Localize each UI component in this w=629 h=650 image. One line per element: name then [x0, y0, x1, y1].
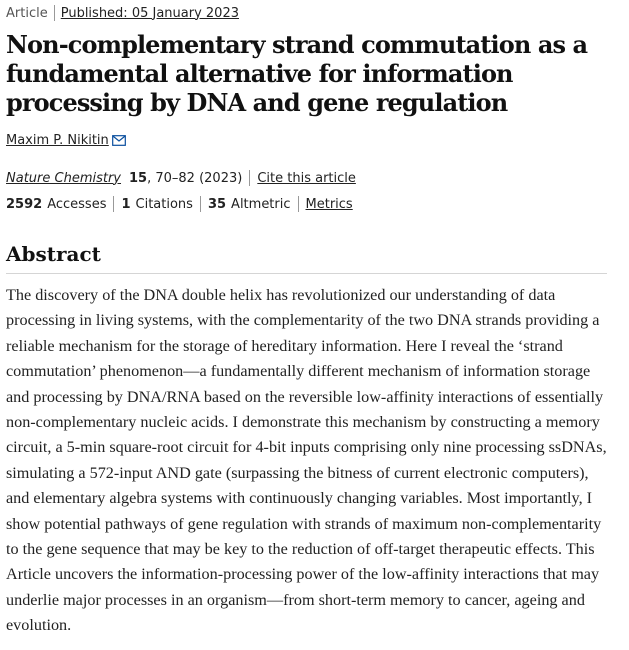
altmetric-label: Altmetric: [231, 196, 291, 212]
divider: [298, 196, 299, 212]
author-link[interactable]: Maxim P. Nikitin: [6, 133, 109, 148]
abstract-text: [6, 283, 611, 639]
abstract-line: Article uncovers the information-processing power of the low-affinity interactions that may: [6, 565, 600, 584]
abstract-heading: Abstract: [6, 242, 101, 266]
abstract-line: show potential pathways of gene regulation with strands of maximum non-complementarity: [6, 514, 602, 533]
journal-link[interactable]: Nature Chemistry: [6, 170, 122, 186]
citations-label: Citations: [135, 196, 193, 212]
abstract-line: reliable mechanism for the storage of hereditary information. Here I reveal the ‘strand: [6, 336, 563, 355]
divider: [113, 196, 114, 212]
abstract-line: evolution.: [6, 616, 72, 635]
divider: [54, 5, 55, 21]
article-meta: [6, 5, 239, 21]
accesses-label: Accesses: [47, 196, 107, 212]
metrics-bar: [6, 196, 353, 212]
author-list: [6, 133, 126, 148]
pages-year: , 70–82 (2023): [147, 170, 243, 186]
divider: [200, 196, 201, 212]
article-title: Non-complementary strand commutation as a fundamental alternative for information processing by DNA and gene regulation: [6, 30, 588, 117]
altmetric-count: 35: [207, 196, 227, 212]
cite-article-link[interactable]: Cite this article: [257, 170, 356, 186]
divider: [249, 170, 250, 186]
volume: 15: [129, 170, 148, 186]
abstract-line: non-complementary nucleic acids. I demonstrate this mechanism by constructing a memory: [6, 413, 600, 432]
article-type: Article: [6, 5, 48, 21]
abstract-line: commutation’ phenomenon—a fundamentally different mechanism of information storage: [6, 362, 591, 381]
mail-icon[interactable]: [112, 135, 126, 146]
abstract-line: underlie major processes in an organism—from short-term memory to cancer, ageing and: [6, 590, 585, 609]
abstract-line: processing in living systems, with the complementarity of the two DNA strands providing a: [6, 311, 600, 330]
metrics-link[interactable]: Metrics: [305, 196, 353, 212]
abstract-line: and elementary algebra systems with continuously changing variables. Most importantly, I: [6, 489, 593, 508]
citations-count: 1: [121, 196, 131, 212]
published-date-link[interactable]: Published: 05 January 2023: [60, 5, 239, 21]
abstract-line: and processing by DNA/RNA based on the reversible low-affinity interactions of essentially: [6, 387, 604, 406]
abstract-line: circuit, a 5-min square-root circuit for 4-bit inputs comprising only nine processing ssDNAs,: [6, 438, 607, 457]
citation-line: [6, 170, 356, 186]
abstract-line: The discovery of the DNA double helix has revolutionized our understanding of data: [6, 286, 556, 304]
abstract-divider: [6, 273, 607, 274]
accesses-count: 2592: [6, 196, 43, 212]
abstract-line: to the gene sequence that may be key to the reduction of off-target therapeutic effects. This: [6, 540, 595, 559]
abstract-line: simulating a 572-input AND gate (surpassing the bitness of current electronic computers),: [6, 463, 589, 482]
